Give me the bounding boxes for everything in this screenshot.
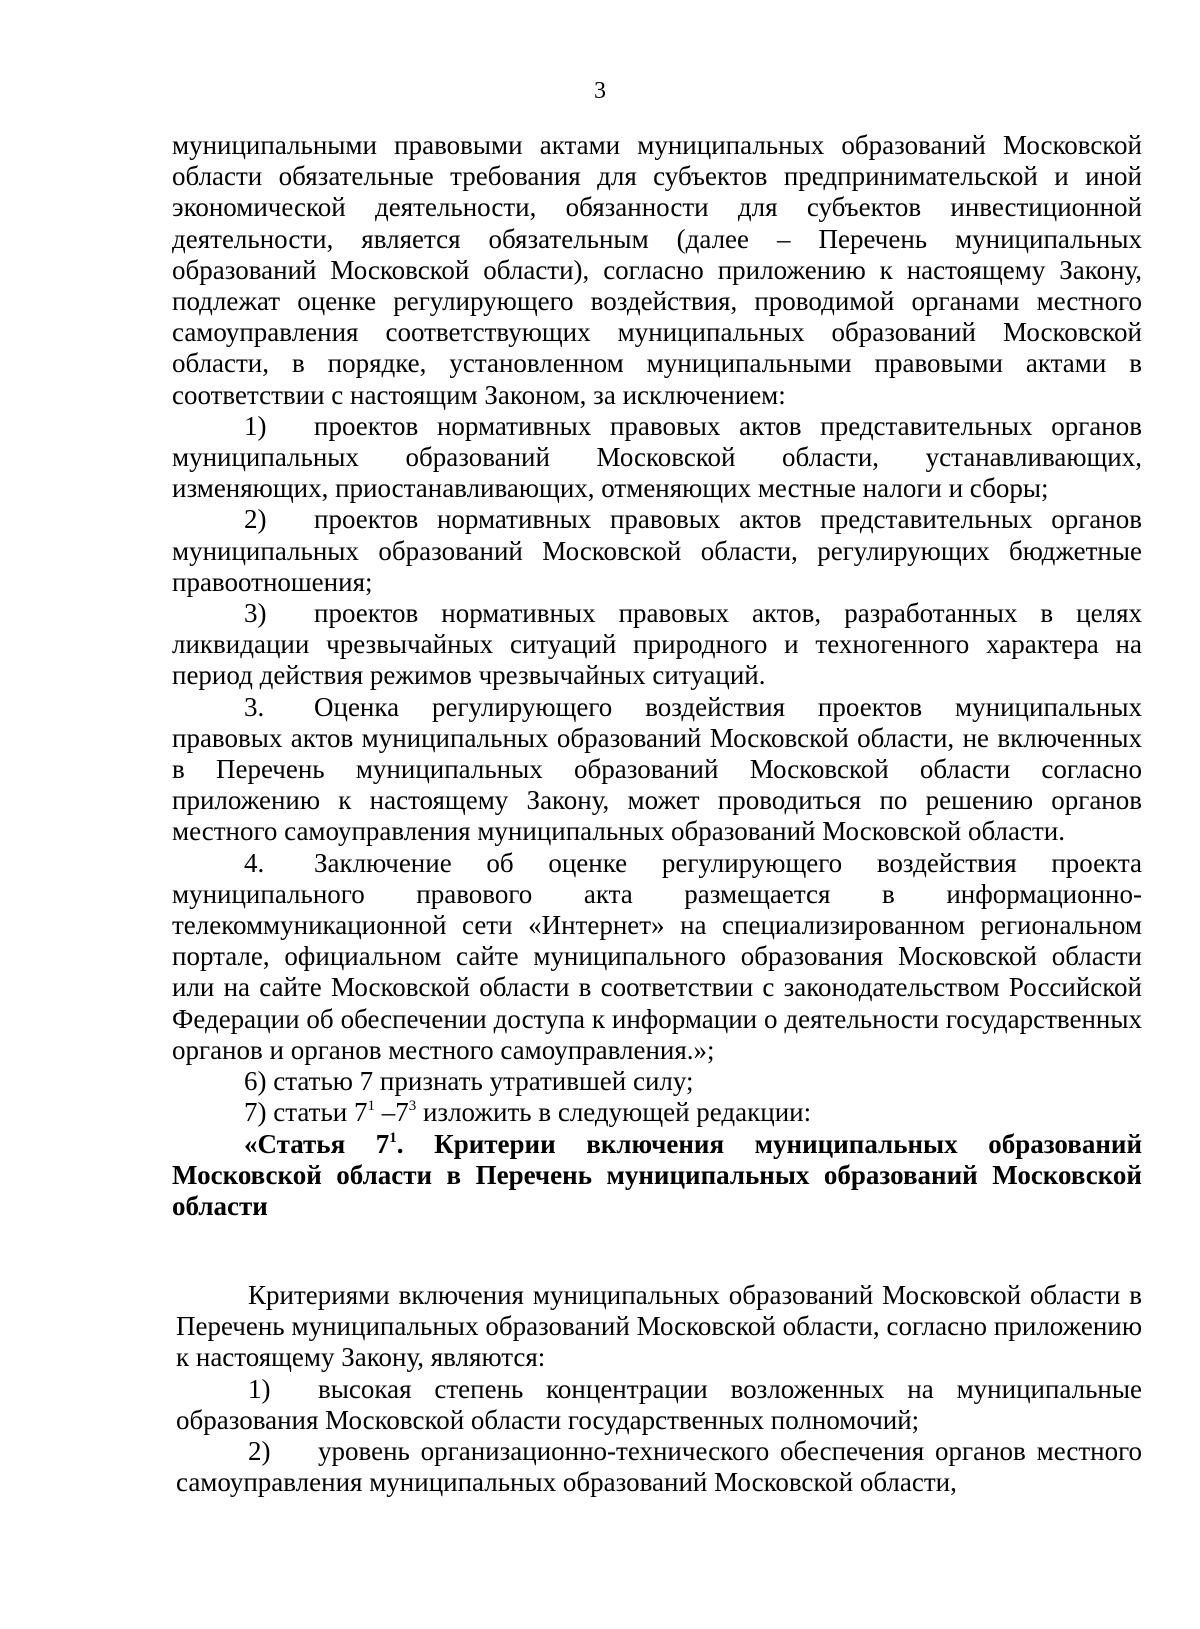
article-heading-prefix: «Статья 7 (244, 1128, 390, 1159)
article-heading-superscript: 1 (389, 1129, 397, 1146)
document-body-bottom (176, 1280, 1142, 1498)
item7-superscript-1: 1 (367, 1098, 375, 1115)
paragraph-number: 3. (244, 691, 265, 722)
criterion-text: уровень организационно-технического обеспечения органов местного самоуправления муниципальных образований Московской области, (176, 1436, 1142, 1498)
amendment-item-7 (172, 1097, 1142, 1128)
amendment-item-6: 6) статью 7 признать утратившей силу; (244, 1066, 694, 1097)
criterion-number: 2) (248, 1436, 271, 1467)
article-heading (172, 1129, 1142, 1223)
exception-text: проектов нормативных правовых актов представительных органов муниципальных образований Московской области, регулирующих бюджетные правоотношения; (172, 504, 1142, 597)
exception-text: проектов нормативных правовых актов, разработанных в целях ликвидации чрезвычайных ситуаций природного и техногенного характера на период действия режимов чрезвычайных ситуаций. (172, 598, 1142, 691)
exception-number: 1) (244, 410, 267, 441)
paragraph-text: Заключение об оценке регулирующего воздействия проекта муниципального правового акта размещается в информационно-телекоммуникационной сети «Интернет» на специализированном региональном портале, официальном сайте муниципального образования Московской области или на сайте Московской области в соответствии с законодательством Российской Федерации об обеспечении доступа к информации о деятельности государственных органов и органов местного самоуправления.»; (172, 847, 1142, 1065)
document-body-top (172, 130, 1142, 1222)
criterion-text: высокая степень концентрации возложенных на муниципальные образования Московской области государственных полномочий; (176, 1373, 1142, 1435)
exception-number: 3) (244, 598, 267, 629)
paragraph-text: Оценка регулирующего воздействия проектов муниципальных правовых актов муниципальных образований Московской области, не включенных в Перечень муниципальных образований Московской области согласно приложению к настоящему Закону, может проводиться по решению органов местного самоуправления муниципальных образований Московской области. (172, 691, 1142, 847)
paragraph-4 (172, 848, 1142, 1066)
criteria-intro: Критериями включения муниципальных образований Московской области в Перечень муниципальных образований Московской области, согласно приложению к настоящему Закону, являются: (176, 1280, 1142, 1373)
exception-text: проектов нормативных правовых актов представительных органов муниципальных образований Московской области, устанавливающих, изменяющих, приостанавливающих, отменяющих местные налоги и сборы; (172, 410, 1142, 504)
criterion-number: 1) (248, 1373, 271, 1404)
paragraph-3 (172, 692, 1142, 848)
paragraph-number: 4. (244, 847, 265, 878)
criterion-item-2 (176, 1436, 1142, 1498)
article-heading-title: . Критерии включения муниципальных образований Московской области в Перечень муниципальных образований Московской области (172, 1128, 1143, 1221)
item7-range-dash: –7 (374, 1097, 409, 1128)
exception-item-2 (172, 504, 1142, 598)
item7-prefix: 7) статьи 7 (244, 1097, 368, 1128)
item7-superscript-3: 3 (408, 1098, 417, 1115)
exception-number: 2) (244, 504, 267, 535)
exception-item-3 (172, 598, 1142, 692)
item7-suffix: изложить в следующей редакции: (416, 1097, 812, 1128)
intro-paragraph: муниципальными правовыми актами муниципальных образований Московской области обязательные требования для субъектов предпринимательской и иной экономической деятельности, обязанности для субъектов инвестиционной деятельности, является обязательным (далее – Перечень муниципальных образований Московской области), согласно приложению к настоящему Закону, подлежат оценке регулирующего воздействия, проводимой органами местного самоуправления соответствующих муниципальных образований Московской области, в порядке, установленном муниципальными правовыми актами в соответствии с настоящим Законом, за исключением: (172, 130, 1142, 410)
exception-item-1 (172, 411, 1142, 505)
criterion-item-1 (176, 1374, 1142, 1436)
page-number: 3 (594, 78, 606, 104)
